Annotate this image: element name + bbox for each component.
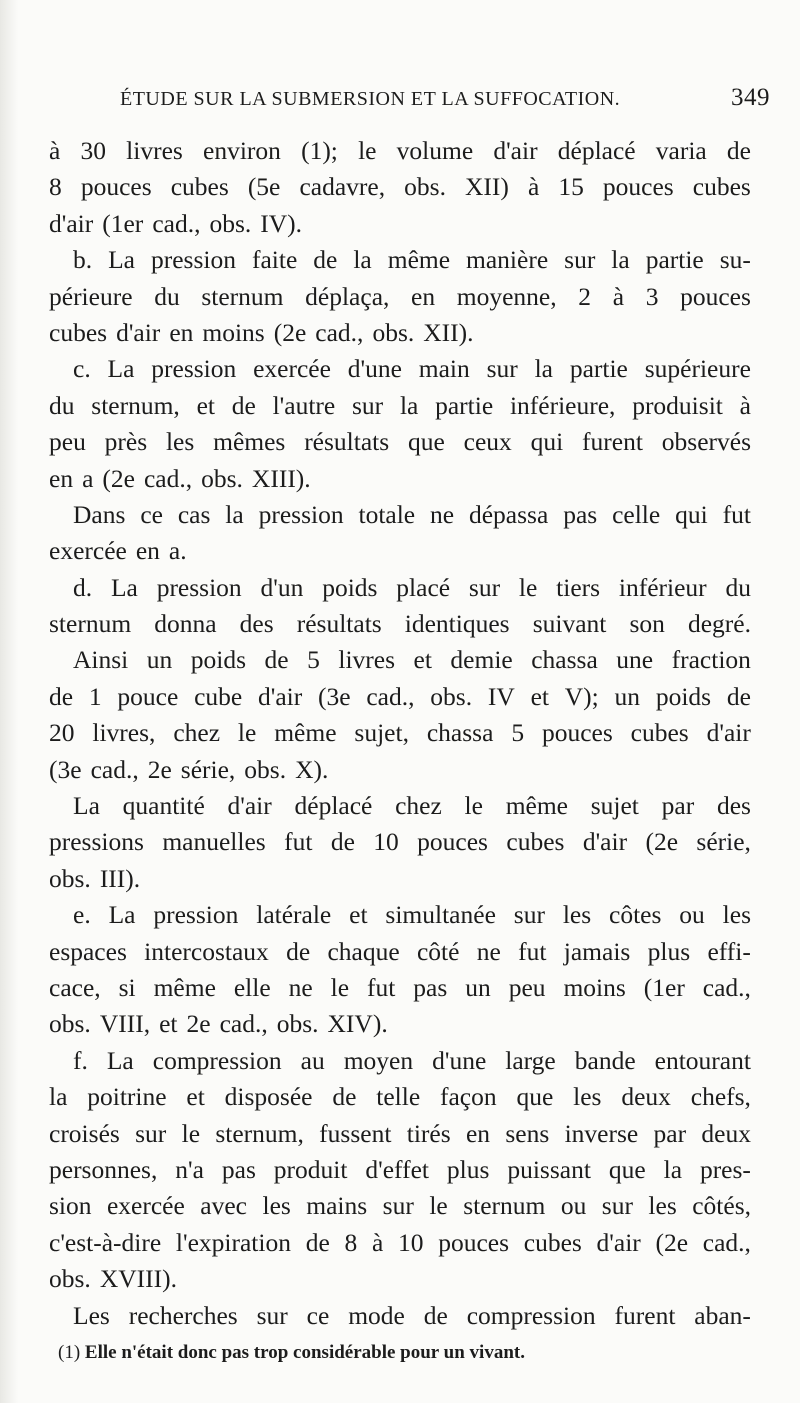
text-line: peu près les mêmes résultats que ceux qui furent observés xyxy=(49,427,751,457)
text-line: La quantité d'air déplacé chez le même sujet par des xyxy=(73,791,751,821)
text-line: b. La pression faite de la même manière sur la partie su- xyxy=(73,245,751,275)
text-line: sternum donna des résultats identiques suivant son degré. xyxy=(49,609,751,639)
text-line: c'est-à-dire l'expiration de 8 à 10 pouces cubes d'air (2e cad., xyxy=(49,1227,751,1257)
running-title: ÉTUDE SUR LA SUBMERSION ET LA SUFFOCATION. xyxy=(120,88,621,110)
text-line: en a (2e cad., obs. XIII). xyxy=(49,463,311,493)
text-line: Ainsi un poids de 5 livres et demie chassa une fraction xyxy=(73,645,751,675)
text-line: exercée en a. xyxy=(49,536,187,566)
text-line: obs. VIII, et 2e cad., obs. XIV). xyxy=(49,1009,388,1039)
footnote xyxy=(58,1342,525,1364)
text-line: la poitrine et disposée de telle façon que les deux chefs, xyxy=(49,1082,751,1112)
text-line: sion exercée avec les mains sur le sternum ou sur les côtés, xyxy=(49,1191,751,1221)
text-line: e. La pression latérale et simultanée sur les côtes ou les xyxy=(73,900,751,930)
text-line: cace, si même elle ne le fut pas un peu moins (1er cad., xyxy=(49,972,751,1002)
text-line: espaces intercostaux de chaque côté ne fut jamais plus effi- xyxy=(49,936,751,966)
text-line: cubes d'air en moins (2e cad., obs. XII). xyxy=(49,317,474,347)
text-line: 8 pouces cubes (5e cadavre, obs. XII) à 15 pouces cubes xyxy=(49,172,751,202)
text-line: Les recherches sur ce mode de compression furent aban- xyxy=(73,1300,751,1330)
text-line: c. La pression exercée d'une main sur la partie supérieure xyxy=(73,354,751,384)
text-line: à 30 livres environ (1); le volume d'air déplacé varia de xyxy=(49,136,751,165)
text-line: du sternum, et de l'autre sur la partie inférieure, produisit à xyxy=(49,390,751,420)
text-line: croisés sur le sternum, fussent tirés en sens inverse par deux xyxy=(49,1118,751,1148)
text-line: d. La pression d'un poids placé sur le tiers inférieur du xyxy=(73,572,751,602)
page-number: 349 xyxy=(731,84,770,111)
text-line: f. La compression au moyen d'une large bande entourant xyxy=(73,1045,751,1075)
body-text xyxy=(49,133,751,1334)
text-line: (3e cad., 2e série, obs. X). xyxy=(49,754,329,784)
text-line: obs. III). xyxy=(49,863,141,893)
text-line: de 1 pouce cube d'air (3e cad., obs. IV et V); un poids de xyxy=(49,681,751,711)
text-line: périeure du sternum déplaça, en moyenne, 2 à 3 pouces xyxy=(49,281,751,311)
text-line: d'air (1er cad., obs. IV). xyxy=(49,208,303,238)
footnote-marker: (1) xyxy=(58,1342,81,1363)
text-line: obs. XVIII). xyxy=(49,1264,177,1294)
page-edge-shadow xyxy=(0,0,18,1403)
text-line: pressions manuelles fut de 10 pouces cubes d'air (2e série, xyxy=(49,827,751,857)
text-line: 20 livres, chez le même sujet, chassa 5 pouces cubes d'air xyxy=(49,718,751,748)
running-header xyxy=(120,84,770,111)
text-line: personnes, n'a pas produit d'effet plus puissant que la pres- xyxy=(49,1154,751,1184)
text-line: Dans ce cas la pression totale ne dépassa pas celle qui fut xyxy=(73,499,751,529)
footnote-text: Elle n'était donc pas trop considérable pour un vivant. xyxy=(84,1342,525,1363)
